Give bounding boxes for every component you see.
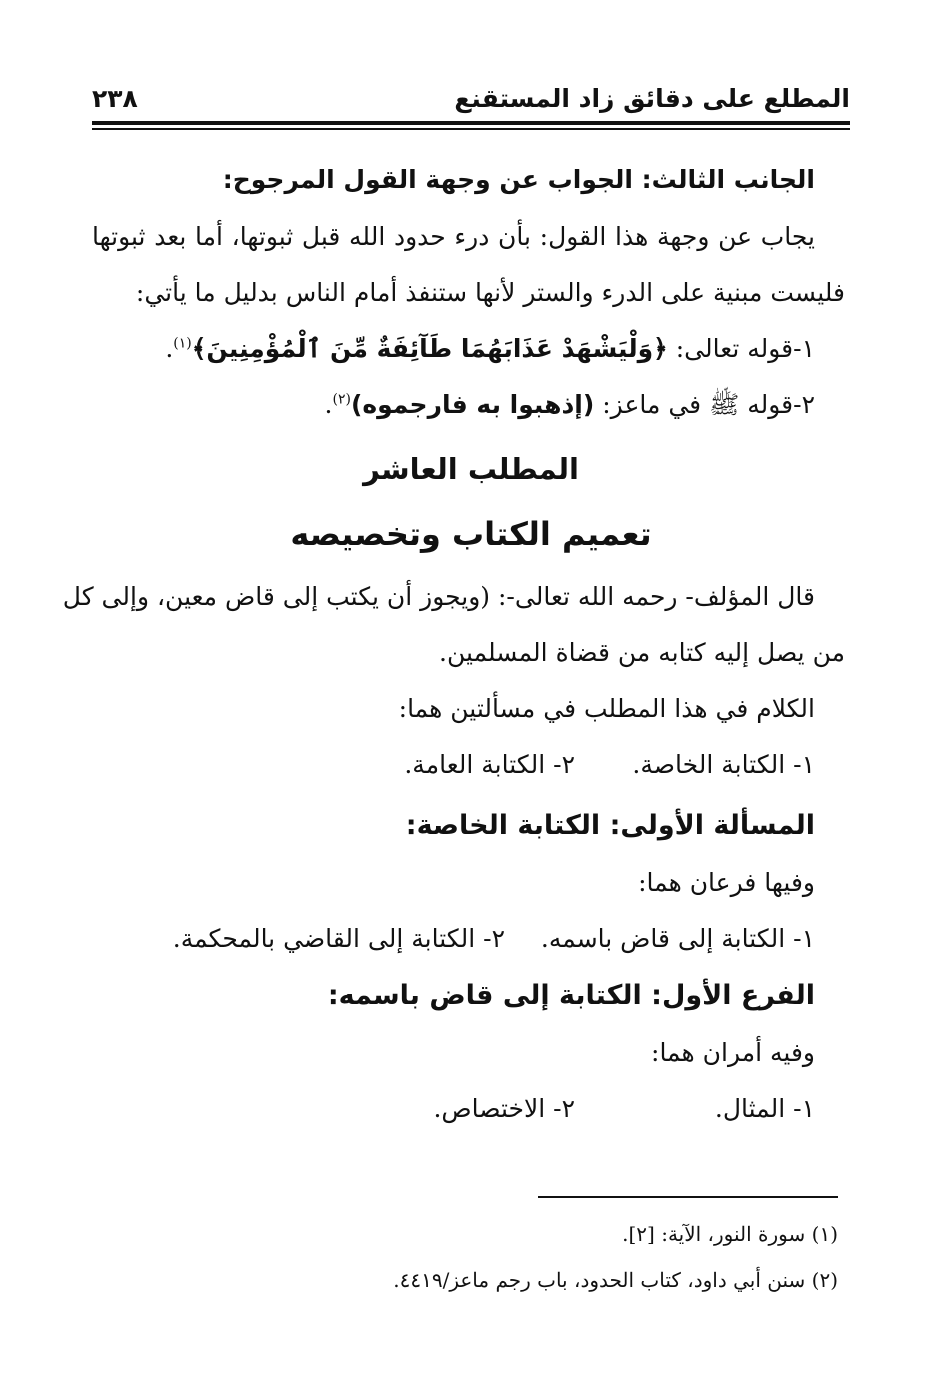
hadith-text: (إذهبوا به فارجموه) bbox=[350, 390, 595, 419]
branch-1-heading: الفرع الأول: الكتابة إلى قاض باسمه: bbox=[327, 980, 815, 1011]
section-title: المطلب العاشر bbox=[363, 452, 579, 486]
paragraph-line: يجاب عن وجهة هذا القول: بأن درء حدود الله قبل ثبوتها، أما بعد ثبوتها bbox=[92, 222, 815, 251]
paragraph-line: فليست مبنية على الدرء والستر لأنها ستنفذ أمام الناس بدليل ما يأتي: bbox=[135, 278, 845, 307]
issues-list bbox=[255, 750, 815, 779]
branch-1: ١- الكتابة إلى قاض باسمه. bbox=[540, 924, 815, 953]
matters-list bbox=[255, 1094, 815, 1123]
heading-third-side: الجانب الثالث: الجواب عن وجهة القول المرجوح: bbox=[222, 165, 815, 194]
issues-intro: الكلام في هذا المطلب في مسألتين هما: bbox=[398, 694, 815, 723]
evidence-2 bbox=[325, 390, 815, 420]
issue-1-heading: المسألة الأولى: الكتابة الخاصة: bbox=[405, 810, 815, 841]
quran-verse: ﴿وَلْيَشْهَدْ عَذَابَهُمَا طَآئِفَةٌ مِّنَ ٱلْمُؤْمِنِينَ﴾ bbox=[191, 334, 668, 363]
branches-list bbox=[115, 924, 815, 953]
evidence-1 bbox=[165, 334, 815, 364]
evidence-1-prefix: ١-قوله تعالى: bbox=[667, 334, 815, 363]
footnote-1: (١) سورة النور، الآية: [٢]. bbox=[622, 1222, 838, 1246]
matter-2: ٢- الاختصاص. bbox=[433, 1094, 575, 1123]
evidence-1-end: . bbox=[165, 334, 174, 363]
branches-intro: وفيها فرعان هما: bbox=[638, 868, 815, 897]
author-quote-line: من يصل إليه كتابه من قضاة المسلمين. bbox=[439, 638, 845, 667]
footnote-ref-1: (١) bbox=[173, 335, 192, 352]
footnote-separator bbox=[538, 1196, 838, 1198]
section-subtitle: تعميم الكتاب وتخصيصه bbox=[290, 515, 652, 553]
footnote-2: (٢) سنن أبي داود، كتاب الحدود، باب رجم ماعز/٤٤١٩. bbox=[393, 1268, 838, 1292]
running-header bbox=[92, 78, 850, 118]
issue-1: ١- الكتابة الخاصة. bbox=[632, 750, 815, 779]
branch-2: ٢- الكتابة إلى القاضي بالمحكمة. bbox=[172, 924, 505, 953]
matter-1: ١- المثال. bbox=[714, 1094, 815, 1123]
book-title: المطلع على دقائق زاد المستقنع bbox=[454, 83, 850, 113]
header-rule-thin bbox=[92, 128, 850, 130]
matters-intro: وفيه أمران هما: bbox=[651, 1038, 815, 1067]
evidence-2-prefix: ٢-قوله ﷺ في ماعز: bbox=[594, 390, 815, 419]
footnote-ref-2: (٢) bbox=[332, 391, 351, 408]
page-number: ٢٣٨ bbox=[92, 83, 138, 113]
header-rule-thick bbox=[92, 121, 850, 125]
issue-2: ٢- الكتابة العامة. bbox=[404, 750, 575, 779]
evidence-2-end: . bbox=[324, 390, 333, 419]
author-quote-line: قال المؤلف- رحمه الله تعالى-: (ويجوز أن يكتب إلى قاض معين، وإلى كل bbox=[62, 582, 815, 611]
